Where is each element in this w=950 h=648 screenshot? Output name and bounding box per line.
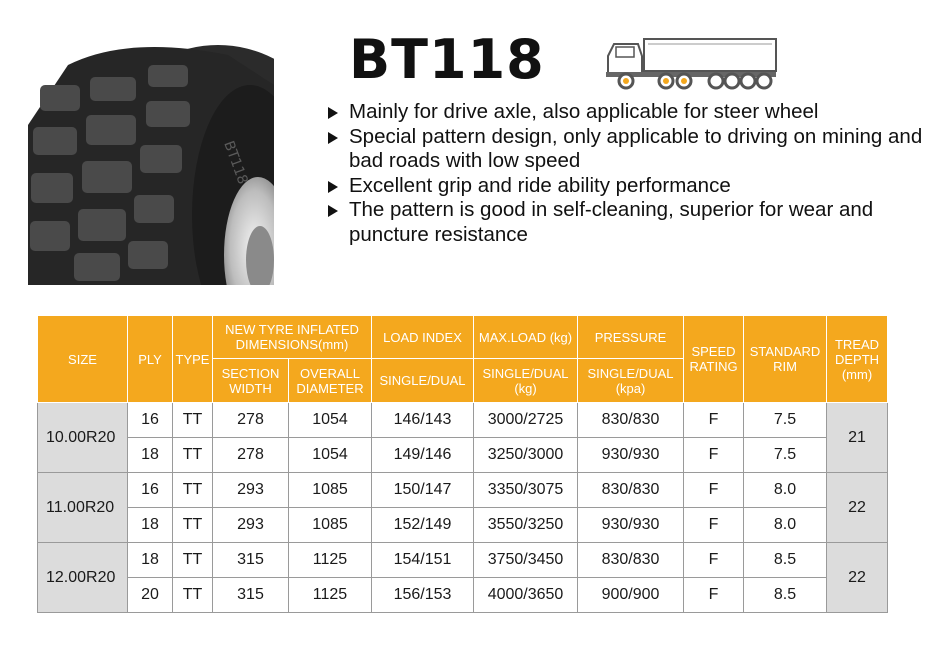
section-width-cell: 278 — [213, 438, 289, 473]
table-row — [38, 543, 888, 578]
pressure-cell: 830/830 — [578, 473, 684, 508]
load-index-cell: 152/149 — [372, 508, 474, 543]
header-max-load: MAX.LOAD (kg) — [474, 316, 578, 359]
section-width-cell: 315 — [213, 543, 289, 578]
triangle-bullet-icon — [328, 107, 338, 119]
pressure-cell: 830/830 — [578, 543, 684, 578]
max-load-cell: 3350/3075 — [474, 473, 578, 508]
triangle-bullet-icon — [328, 181, 338, 193]
header-type: TYPE — [173, 316, 213, 403]
header-speed-rating: SPEED RATING — [684, 316, 744, 403]
load-index-cell: 149/146 — [372, 438, 474, 473]
pressure-cell: 930/930 — [578, 508, 684, 543]
speed-rating-cell: F — [684, 473, 744, 508]
table-row — [38, 403, 888, 438]
rim-cell: 8.5 — [744, 543, 827, 578]
ply-cell: 20 — [128, 578, 173, 613]
header-section-width: SECTION WIDTH — [213, 359, 289, 403]
load-index-cell: 156/153 — [372, 578, 474, 613]
header-tread-depth: TREAD DEPTH (mm) — [827, 316, 888, 403]
ply-cell: 16 — [128, 473, 173, 508]
triangle-bullet-icon — [328, 132, 338, 144]
table-row — [38, 438, 888, 473]
header-pressure: PRESSURE — [578, 316, 684, 359]
ply-cell: 18 — [128, 438, 173, 473]
type-cell: TT — [173, 473, 213, 508]
table-row — [38, 508, 888, 543]
speed-rating-cell: F — [684, 578, 744, 613]
header-load-index: LOAD INDEX — [372, 316, 474, 359]
size-cell: 10.00R20 — [38, 403, 128, 473]
model-title: BT118 — [349, 28, 545, 91]
table-row — [38, 578, 888, 613]
speed-rating-cell: F — [684, 438, 744, 473]
header-ply: PLY — [128, 316, 173, 403]
feature-item: The pattern is good in self-cleaning, superior for wear and puncture resistance — [328, 198, 928, 247]
load-index-cell: 154/151 — [372, 543, 474, 578]
table-row — [38, 473, 888, 508]
speed-rating-cell: F — [684, 403, 744, 438]
max-load-cell: 4000/3650 — [474, 578, 578, 613]
load-index-cell: 146/143 — [372, 403, 474, 438]
rim-cell: 7.5 — [744, 438, 827, 473]
overall-diameter-cell: 1125 — [289, 578, 372, 613]
dump-truck-icon — [604, 34, 779, 92]
type-cell: TT — [173, 438, 213, 473]
tread-depth-cell: 22 — [827, 473, 888, 543]
type-cell: TT — [173, 403, 213, 438]
pressure-cell: 930/930 — [578, 438, 684, 473]
section-width-cell: 315 — [213, 578, 289, 613]
size-cell: 11.00R20 — [38, 473, 128, 543]
rim-cell: 8.0 — [744, 473, 827, 508]
overall-diameter-cell: 1085 — [289, 473, 372, 508]
feature-item: Excellent grip and ride ability performance — [328, 174, 928, 199]
type-cell: TT — [173, 543, 213, 578]
header-overall-diameter: OVERALL DIAMETER — [289, 359, 372, 403]
header-max-load-sub: SINGLE/DUAL (kg) — [474, 359, 578, 403]
header-pressure-sub: SINGLE/DUAL (kpa) — [578, 359, 684, 403]
load-index-cell: 150/147 — [372, 473, 474, 508]
ply-cell: 18 — [128, 508, 173, 543]
pressure-cell: 830/830 — [578, 403, 684, 438]
tread-depth-cell: 21 — [827, 403, 888, 473]
max-load-cell: 3750/3450 — [474, 543, 578, 578]
rim-cell: 7.5 — [744, 403, 827, 438]
max-load-cell: 3000/2725 — [474, 403, 578, 438]
speed-rating-cell: F — [684, 543, 744, 578]
speed-rating-cell: F — [684, 508, 744, 543]
type-cell: TT — [173, 578, 213, 613]
feature-list — [328, 100, 928, 247]
section-width-cell: 293 — [213, 473, 289, 508]
header-standard-rim: STANDARD RIM — [744, 316, 827, 403]
rim-cell: 8.0 — [744, 508, 827, 543]
pressure-cell: 900/900 — [578, 578, 684, 613]
triangle-bullet-icon — [328, 205, 338, 217]
feature-item: Special pattern design, only applicable to driving on mining and bad roads with low speed — [328, 125, 928, 174]
feature-item: Mainly for drive axle, also applicable for steer wheel — [328, 100, 928, 125]
section-width-cell: 293 — [213, 508, 289, 543]
header-size: SIZE — [38, 316, 128, 403]
ply-cell: 16 — [128, 403, 173, 438]
header-load-index-sub: SINGLE/DUAL — [372, 359, 474, 403]
overall-diameter-cell: 1054 — [289, 438, 372, 473]
spec-table — [37, 315, 888, 613]
overall-diameter-cell: 1054 — [289, 403, 372, 438]
overall-diameter-cell: 1125 — [289, 543, 372, 578]
ply-cell: 18 — [128, 543, 173, 578]
tyre-photo — [28, 45, 274, 285]
max-load-cell: 3550/3250 — [474, 508, 578, 543]
size-cell: 12.00R20 — [38, 543, 128, 613]
type-cell: TT — [173, 508, 213, 543]
overall-diameter-cell: 1085 — [289, 508, 372, 543]
max-load-cell: 3250/3000 — [474, 438, 578, 473]
tread-depth-cell: 22 — [827, 543, 888, 613]
tyre-sidewall-text: BT118 — [220, 138, 251, 187]
header-dimensions: NEW TYRE INFLATED DIMENSIONS(mm) — [213, 316, 372, 359]
section-width-cell: 278 — [213, 403, 289, 438]
rim-cell: 8.5 — [744, 578, 827, 613]
